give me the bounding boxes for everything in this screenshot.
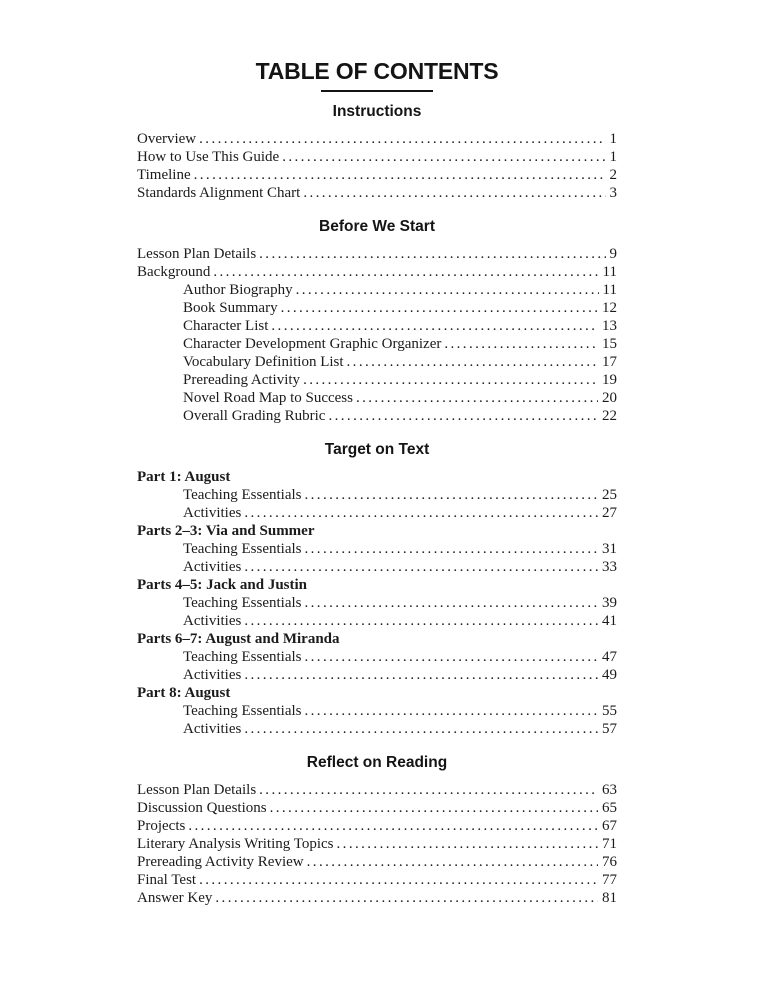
toc-entry (137, 666, 617, 684)
toc-entry-page: 33 (602, 559, 617, 575)
dot-leader (191, 166, 606, 184)
toc-entry-label: Literary Analysis Writing Topics (137, 836, 334, 852)
toc-entry-page: 25 (602, 487, 617, 503)
dot-leader (241, 612, 598, 630)
toc-entry-label: Teaching Essentials (183, 595, 302, 611)
toc-entry-page: 41 (602, 613, 617, 629)
toc-entry (137, 263, 617, 281)
toc-entry (137, 407, 617, 425)
toc-entry (137, 558, 617, 576)
toc-page (137, 0, 617, 907)
toc-part-label: Parts 2–3: Via and Summer (137, 523, 315, 539)
toc-entry-page: 15 (602, 336, 617, 352)
toc-entry-page: 31 (602, 541, 617, 557)
toc-part-header (137, 468, 617, 486)
toc-entry (137, 720, 617, 738)
toc-entry-page: 19 (602, 372, 617, 388)
dot-leader (268, 317, 598, 335)
dot-leader (241, 720, 598, 738)
toc-entry-label: Standards Alignment Chart (137, 185, 301, 201)
toc-entry-label: Activities (183, 667, 242, 683)
toc-entry (137, 817, 617, 835)
dot-leader (196, 130, 605, 148)
toc-entry (137, 299, 617, 317)
toc-entry (137, 504, 617, 522)
dot-leader (325, 407, 598, 425)
toc-entry-label: Lesson Plan Details (137, 782, 257, 798)
dot-leader (241, 666, 598, 684)
toc-entry-page: 22 (602, 408, 617, 424)
toc-entry-page: 47 (602, 649, 617, 665)
toc-entry (137, 781, 617, 799)
toc-entry-label: Vocabulary Definition List (183, 354, 344, 370)
toc-entry-page: 17 (602, 354, 617, 370)
toc-entry (137, 245, 617, 263)
toc-entry-label: Teaching Essentials (183, 649, 302, 665)
toc-entry (137, 130, 617, 148)
toc-entry (137, 353, 617, 371)
dot-leader (293, 281, 599, 299)
toc-part-label: Part 8: August (137, 685, 231, 701)
dot-leader (302, 594, 599, 612)
toc-entry-page: 76 (602, 854, 617, 870)
toc-entry-label: Lesson Plan Details (137, 246, 257, 262)
toc-entry-page: 65 (602, 800, 617, 816)
dot-leader (256, 781, 598, 799)
toc-entry (137, 799, 617, 817)
toc-entry-label: Activities (183, 613, 242, 629)
toc-entry-page: 81 (602, 890, 617, 906)
toc-entry (137, 702, 617, 720)
toc-entry (137, 371, 617, 389)
toc-entry-label: Background (137, 264, 211, 280)
toc-entry-page: 39 (602, 595, 617, 611)
toc-entry-label: Teaching Essentials (183, 541, 302, 557)
toc-entry-label: Novel Road Map to Success (183, 390, 353, 406)
toc-entry-page: 49 (602, 667, 617, 683)
toc-entry (137, 853, 617, 871)
toc-entry (137, 148, 617, 166)
section-heading-instructions: Instructions (332, 103, 422, 120)
toc-entry (137, 184, 617, 202)
toc-part-header (137, 576, 617, 594)
toc-entry-page: 12 (602, 300, 617, 316)
dot-leader (344, 353, 598, 371)
toc-entry-page: 55 (602, 703, 617, 719)
dot-leader (300, 371, 598, 389)
toc-entry (137, 486, 617, 504)
toc-entry-page: 3 (609, 185, 617, 201)
toc-entry-label: Character Development Graphic Organizer (183, 336, 442, 352)
toc-entry-page: 71 (602, 836, 617, 852)
toc-entry-label: Overall Grading Rubric (183, 408, 326, 424)
toc-entry (137, 317, 617, 335)
dot-leader (185, 817, 598, 835)
toc-entry-label: Overview (137, 131, 197, 147)
page-title: TABLE OF CONTENTS (255, 58, 499, 84)
dot-leader (241, 558, 598, 576)
toc-entry (137, 335, 617, 353)
toc-entry-page: 77 (602, 872, 617, 888)
toc-entry-page: 67 (602, 818, 617, 834)
toc-entry-label: Final Test (137, 872, 197, 888)
dot-leader (279, 148, 605, 166)
section-heading-target-on-text: Target on Text (324, 441, 430, 458)
toc-entry-label: Activities (183, 559, 242, 575)
dot-leader (302, 540, 599, 558)
dot-leader (304, 853, 598, 871)
toc-part-label: Parts 4–5: Jack and Justin (137, 577, 308, 593)
dot-leader (241, 504, 598, 522)
toc-part-header (137, 522, 617, 540)
dot-leader (302, 486, 599, 504)
dot-leader (278, 299, 598, 317)
dot-leader (353, 389, 598, 407)
toc-entry-label: Prereading Activity (183, 372, 301, 388)
toc-entry-page: 11 (602, 282, 617, 298)
toc-part-label: Parts 6–7: August and Miranda (137, 631, 340, 647)
dot-leader (302, 702, 599, 720)
dot-leader (334, 835, 598, 853)
toc-entry (137, 166, 617, 184)
dot-leader (441, 335, 598, 353)
toc-entry (137, 648, 617, 666)
toc-entry-page: 11 (602, 264, 617, 280)
dot-leader (210, 263, 598, 281)
toc-entry-page: 1 (609, 149, 617, 165)
toc-entry-label: Book Summary (183, 300, 278, 316)
toc-entry-page: 2 (609, 167, 617, 183)
toc-part-label: Part 1: August (137, 469, 231, 485)
toc-entry (137, 871, 617, 889)
toc-entry-label: Activities (183, 721, 242, 737)
toc-entry-label: Character List (183, 318, 269, 334)
toc-entry (137, 889, 617, 907)
toc-part-header (137, 630, 617, 648)
toc-entry-page: 57 (602, 721, 617, 737)
section-heading-reflect-on-reading: Reflect on Reading (306, 754, 448, 771)
title-underline (321, 90, 433, 92)
toc-entry-label: Activities (183, 505, 242, 521)
toc-part-header (137, 684, 617, 702)
toc-entry-page: 1 (609, 131, 617, 147)
toc-entry-label: Author Biography (183, 282, 293, 298)
toc-entry-page: 20 (602, 390, 617, 406)
toc-entry (137, 281, 617, 299)
dot-leader (196, 871, 598, 889)
toc-entry-label: Prereading Activity Review (137, 854, 304, 870)
toc-entry-label: Teaching Essentials (183, 487, 302, 503)
toc-entry-page: 9 (609, 246, 617, 262)
toc-entry-label: Timeline (137, 167, 191, 183)
dot-leader (212, 889, 598, 907)
dot-leader (300, 184, 605, 202)
toc-entry-label: Answer Key (137, 890, 213, 906)
toc-entry-page: 13 (602, 318, 617, 334)
toc-entry-label: Teaching Essentials (183, 703, 302, 719)
toc-entry (137, 612, 617, 630)
toc-entry (137, 389, 617, 407)
toc-entry-page: 63 (602, 782, 617, 798)
toc-entry-label: Discussion Questions (137, 800, 267, 816)
dot-leader (267, 799, 598, 817)
toc-entry (137, 594, 617, 612)
section-heading-before-we-start: Before We Start (319, 218, 435, 235)
toc-entry-label: Projects (137, 818, 186, 834)
toc-entry (137, 540, 617, 558)
dot-leader (256, 245, 605, 263)
toc-entry-label: How to Use This Guide (137, 149, 280, 165)
toc-entry-page: 27 (602, 505, 617, 521)
toc-entry (137, 835, 617, 853)
dot-leader (302, 648, 599, 666)
